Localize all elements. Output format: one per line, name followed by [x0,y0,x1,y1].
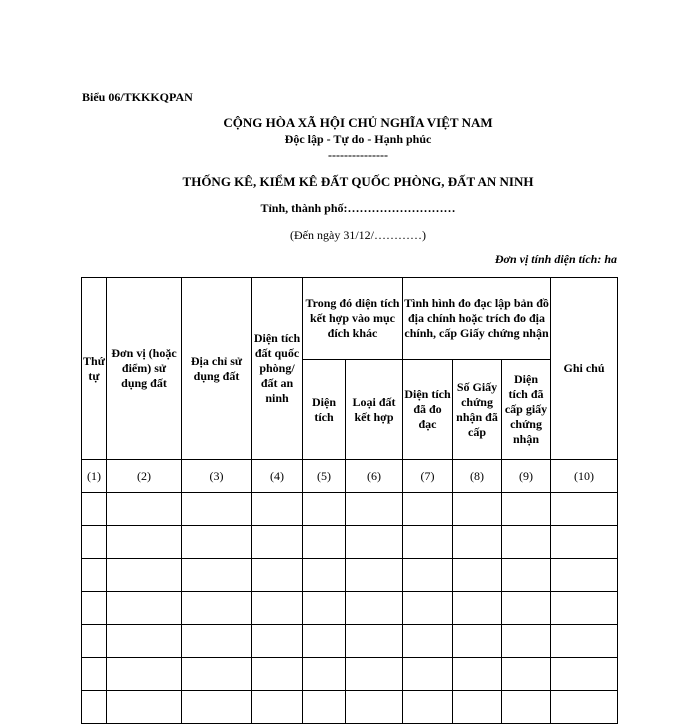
table-cell [303,691,346,724]
table-cell [502,559,551,592]
group-header-combined-use: Trong đó diện tích kết hợp vào mục đích khác [303,278,403,360]
table-row [82,592,618,625]
table-cell [82,559,107,592]
table-cell [403,658,453,691]
blank-rows [82,493,618,724]
table-cell [107,691,182,724]
column-number: (8) [453,460,502,493]
document-title: THỐNG KÊ, KIỂM KÊ ĐẤT QUỐC PHÒNG, ĐẤT AN NINH [182,174,534,189]
table-cell [502,526,551,559]
table-cell [502,592,551,625]
table-cell [453,559,502,592]
table-cell [551,658,618,691]
table-cell [82,691,107,724]
table-cell [453,592,502,625]
col-header-surveyed-area: Diện tích đã đo đạc [403,360,453,460]
column-number: (4) [252,460,303,493]
table-cell [82,493,107,526]
table-cell [346,592,403,625]
table-cell [252,625,303,658]
table-row [82,526,618,559]
header-divider: --------------- [328,148,388,162]
table-row [82,559,618,592]
table-row [82,625,618,658]
table-cell [502,493,551,526]
table-cell [403,625,453,658]
table-cell [182,592,252,625]
table-cell [82,625,107,658]
column-number: (5) [303,460,346,493]
table-cell [551,559,618,592]
table-cell [502,625,551,658]
table-cell [252,493,303,526]
col-header-certified-area: Diện tích đã cấp giấy chứng nhận [502,360,551,460]
table-cell [303,526,346,559]
col-header-defense-area: Diện tích đất quốc phòng/ đất an ninh [252,278,303,460]
col-header-land-user: Đơn vị (hoặc điểm) sử dụng đất [107,278,182,460]
nation-heading: CỘNG HÒA XÃ HỘI CHỦ NGHĨA VIỆT NAM [223,115,493,130]
table-cell [182,658,252,691]
table-cell [453,691,502,724]
form-code: Biểu 06/TKKKQPAN [82,90,193,104]
table-cell [453,625,502,658]
column-number: (6) [346,460,403,493]
column-number: (9) [502,460,551,493]
table-cell [182,691,252,724]
table-row [82,658,618,691]
table-cell [346,559,403,592]
table-cell [107,493,182,526]
table-cell [502,658,551,691]
table-cell [403,559,453,592]
table-cell [346,493,403,526]
column-number: (7) [403,460,453,493]
table-cell [252,592,303,625]
table-cell [403,592,453,625]
table-cell [551,526,618,559]
table-cell [346,691,403,724]
table-cell [551,691,618,724]
table-cell [252,559,303,592]
col-header-combined-land-type: Loại đất kết hợp [346,360,403,460]
table-cell [252,658,303,691]
table-row [82,691,618,724]
table-cell [453,526,502,559]
table-cell [303,625,346,658]
table-cell [303,658,346,691]
unit-note: Đơn vị tính diện tích: ha [494,252,617,266]
report-table [81,277,618,724]
table-cell [346,658,403,691]
table-cell [107,592,182,625]
column-number: (2) [107,460,182,493]
table-cell [551,625,618,658]
col-header-notes: Ghi chú [551,278,618,460]
column-number: (1) [82,460,107,493]
table-cell [453,658,502,691]
table-cell [107,625,182,658]
table-cell [82,592,107,625]
table-cell [403,691,453,724]
province-line: Tỉnh, thành phố:……………………… [260,201,456,215]
table-cell [502,691,551,724]
col-header-combined-area: Diện tích [303,360,346,460]
table-cell [82,526,107,559]
table-cell [346,625,403,658]
table-cell [346,526,403,559]
table-cell [403,526,453,559]
column-number: (10) [551,460,618,493]
table-cell [303,493,346,526]
table-row [82,493,618,526]
col-header-order: Thứ tự [82,278,107,460]
table-cell [182,559,252,592]
table-cell [82,658,107,691]
table-cell [182,625,252,658]
table-cell [303,559,346,592]
table-cell [107,559,182,592]
motto: Độc lập - Tự do - Hạnh phúc [284,132,432,146]
table-cell [453,493,502,526]
date-line: (Đến ngày 31/12/…………) [290,228,426,242]
column-number: (3) [182,460,252,493]
table-cell [303,592,346,625]
table-cell [403,493,453,526]
group-header-survey-status: Tình hình đo đạc lập bản đồ địa chính hoặc trích đo địa chính, cấp Giấy chứng nhận [403,278,551,360]
table-cell [182,526,252,559]
table-cell [551,493,618,526]
table-cell [107,526,182,559]
table-cell [252,526,303,559]
table-cell [252,691,303,724]
table-cell [182,493,252,526]
table-cell [107,658,182,691]
col-header-address: Địa chỉ sử dụng đất [182,278,252,460]
column-number-row [82,460,618,493]
table-cell [551,592,618,625]
col-header-certificate-count: Số Giấy chứng nhận đã cấp [453,360,502,460]
